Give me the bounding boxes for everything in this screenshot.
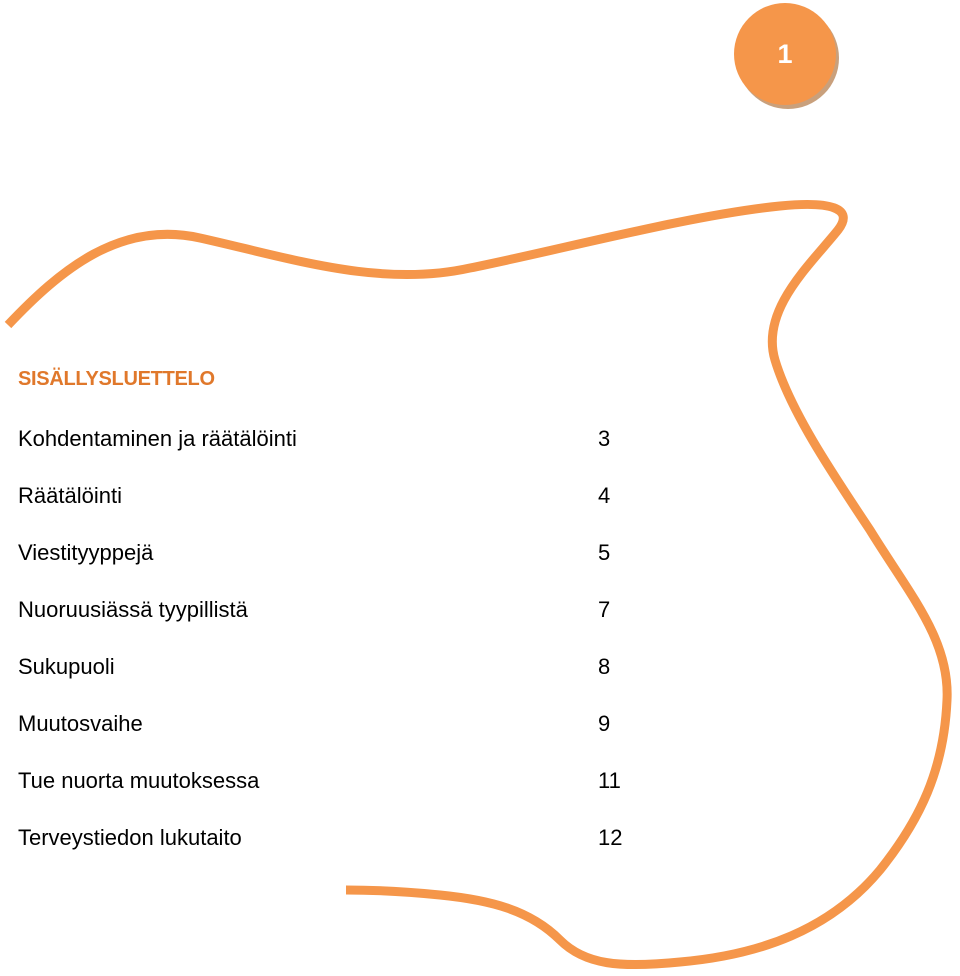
toc-entry[interactable] bbox=[18, 767, 658, 824]
toc-entry-page: 9 bbox=[598, 711, 611, 736]
toc-entry-page: 11 bbox=[598, 768, 621, 793]
toc-entry-page: 5 bbox=[598, 540, 611, 565]
toc-entry-label: Muutosvaihe bbox=[18, 711, 143, 736]
toc-entry-page: 7 bbox=[598, 597, 611, 622]
toc-entry-label: Nuoruusiässä tyypillistä bbox=[18, 597, 248, 622]
toc-entry-label: Tue nuorta muutoksessa bbox=[18, 768, 260, 793]
toc-entry-page: 3 bbox=[598, 426, 611, 451]
toc-entry-label: Räätälöinti bbox=[18, 483, 122, 508]
toc-entry[interactable] bbox=[18, 482, 658, 539]
toc-entry-page: 4 bbox=[598, 483, 611, 508]
page-number: 1 bbox=[777, 38, 793, 69]
toc-entry[interactable] bbox=[18, 824, 658, 881]
toc-entry[interactable] bbox=[18, 539, 658, 596]
toc-entry-label: Viestityyppejä bbox=[18, 540, 154, 565]
page-number-badge bbox=[734, 3, 836, 105]
toc-entry-label: Terveystiedon lukutaito bbox=[18, 825, 242, 850]
toc-entry[interactable] bbox=[18, 710, 658, 767]
toc-entry[interactable] bbox=[18, 596, 658, 653]
toc-list bbox=[18, 425, 658, 881]
toc-entry-page: 12 bbox=[598, 825, 623, 850]
toc-entry[interactable] bbox=[18, 653, 658, 710]
toc-entry-label: Sukupuoli bbox=[18, 654, 115, 679]
toc-entry[interactable] bbox=[18, 425, 658, 482]
toc-entry-label: Kohdentaminen ja räätälöinti bbox=[18, 426, 297, 451]
toc-title: SISÄLLYSLUETTELO bbox=[18, 368, 215, 390]
toc-entry-page: 8 bbox=[598, 654, 611, 679]
